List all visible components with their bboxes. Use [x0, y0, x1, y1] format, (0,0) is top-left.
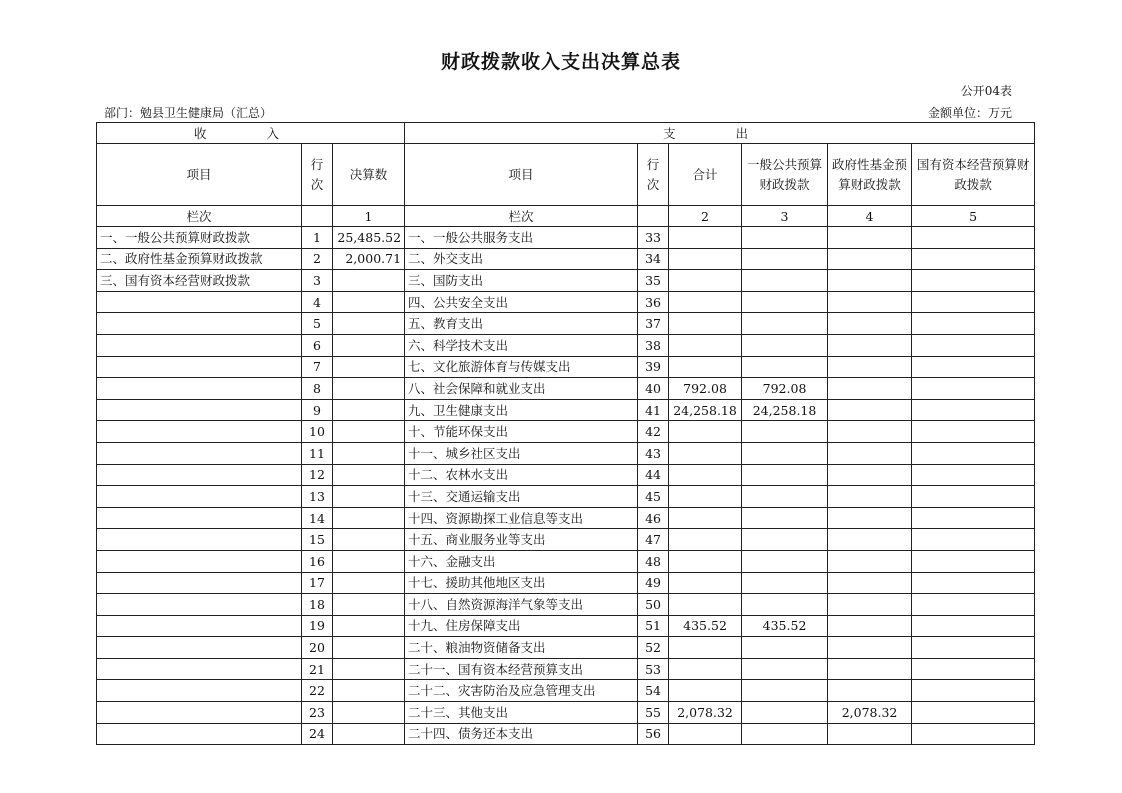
income-item-cell	[97, 723, 302, 745]
general-budget-cell	[742, 334, 828, 356]
expense-line-cell: 45	[638, 486, 669, 508]
income-line-cell: 20	[302, 637, 333, 659]
general-budget-cell	[742, 594, 828, 616]
header-item: 项目	[97, 144, 302, 206]
soe-cell	[912, 313, 1035, 335]
income-item-cell	[97, 572, 302, 594]
table-row	[97, 270, 1035, 292]
appropriation-table	[96, 122, 1035, 745]
soe-cell	[912, 399, 1035, 421]
income-line-cell: 12	[302, 464, 333, 486]
total-cell	[669, 248, 742, 270]
expense-line-cell: 36	[638, 291, 669, 313]
expense-item-cell: 四、公共安全支出	[405, 291, 638, 313]
soe-cell	[912, 291, 1035, 313]
income-amount-cell: 2,000.71	[333, 248, 405, 270]
income-amount-cell	[333, 702, 405, 724]
total-cell	[669, 270, 742, 292]
colno-empty	[302, 206, 333, 227]
income-line-cell: 23	[302, 702, 333, 724]
income-item-cell	[97, 421, 302, 443]
colno-empty	[638, 206, 669, 227]
expense-item-cell: 七、文化旅游体育与传媒支出	[405, 356, 638, 378]
table-number: 公开04表	[960, 84, 1012, 98]
table-row	[97, 658, 1035, 680]
expense-line-cell: 49	[638, 572, 669, 594]
expense-item-cell: 二、外交支出	[405, 248, 638, 270]
expense-line-cell: 39	[638, 356, 669, 378]
table-row	[97, 594, 1035, 616]
total-cell: 24,258.18	[669, 399, 742, 421]
header-general: 一般公共预算财政拨款	[742, 144, 828, 206]
general-budget-cell	[742, 421, 828, 443]
section-header-row	[97, 123, 1035, 144]
expense-line-cell: 42	[638, 421, 669, 443]
table-row	[97, 442, 1035, 464]
soe-cell	[912, 550, 1035, 572]
expense-line-cell: 38	[638, 334, 669, 356]
expense-line-cell: 56	[638, 723, 669, 745]
income-line-cell: 17	[302, 572, 333, 594]
income-line-cell: 1	[302, 227, 333, 249]
expense-item-cell: 五、教育支出	[405, 313, 638, 335]
income-amount-cell	[333, 658, 405, 680]
expense-item-cell: 十九、住房保障支出	[405, 615, 638, 637]
income-item-cell	[97, 702, 302, 724]
expense-section-header: 支 出	[405, 123, 1035, 144]
income-line-cell: 7	[302, 356, 333, 378]
income-amount-cell	[333, 291, 405, 313]
colno-3: 3	[742, 206, 828, 227]
table-row	[97, 507, 1035, 529]
income-item-cell: 一、一般公共预算财政拨款	[97, 227, 302, 249]
expense-line-cell: 50	[638, 594, 669, 616]
total-cell: 2,078.32	[669, 702, 742, 724]
income-amount-cell	[333, 399, 405, 421]
expense-line-cell: 46	[638, 507, 669, 529]
general-budget-cell	[742, 313, 828, 335]
total-cell	[669, 313, 742, 335]
general-budget-cell: 435.52	[742, 615, 828, 637]
income-item-cell	[97, 529, 302, 551]
expense-line-cell: 55	[638, 702, 669, 724]
income-item-cell	[97, 334, 302, 356]
income-item-cell: 三、国有资本经营财政拨款	[97, 270, 302, 292]
income-line-cell: 11	[302, 442, 333, 464]
general-budget-cell	[742, 723, 828, 745]
expense-line-cell: 35	[638, 270, 669, 292]
soe-cell	[912, 421, 1035, 443]
income-amount-cell	[333, 507, 405, 529]
income-amount-cell	[333, 334, 405, 356]
income-item-cell	[97, 464, 302, 486]
gov-fund-cell	[828, 572, 912, 594]
gov-fund-cell	[828, 464, 912, 486]
colno-4: 4	[828, 206, 912, 227]
header-line: 行次	[302, 144, 333, 206]
general-budget-cell	[742, 572, 828, 594]
total-cell	[669, 594, 742, 616]
table-row	[97, 291, 1035, 313]
total-cell	[669, 680, 742, 702]
gov-fund-cell	[828, 615, 912, 637]
expense-item-cell: 十七、援助其他地区支出	[405, 572, 638, 594]
total-cell	[669, 658, 742, 680]
soe-cell	[912, 637, 1035, 659]
expense-item-cell: 二十、粮油物资储备支出	[405, 637, 638, 659]
expense-item-cell: 十、节能环保支出	[405, 421, 638, 443]
expense-line-cell: 40	[638, 378, 669, 400]
colno-label-left: 栏次	[97, 206, 302, 227]
income-amount-cell	[333, 421, 405, 443]
income-line-cell: 9	[302, 399, 333, 421]
income-line-cell: 10	[302, 421, 333, 443]
income-line-cell: 13	[302, 486, 333, 508]
colno-1: 1	[333, 206, 405, 227]
income-item-cell	[97, 399, 302, 421]
income-line-cell: 22	[302, 680, 333, 702]
table-row	[97, 615, 1035, 637]
table-row	[97, 378, 1035, 400]
general-budget-cell	[742, 702, 828, 724]
income-amount-cell	[333, 464, 405, 486]
colno-2: 2	[669, 206, 742, 227]
income-item-cell	[97, 442, 302, 464]
expense-line-cell: 43	[638, 442, 669, 464]
soe-cell	[912, 270, 1035, 292]
column-header-row	[97, 144, 1035, 206]
total-cell	[669, 291, 742, 313]
income-line-cell: 24	[302, 723, 333, 745]
expense-item-cell: 六、科学技术支出	[405, 334, 638, 356]
total-cell	[669, 334, 742, 356]
expense-item-cell: 九、卫生健康支出	[405, 399, 638, 421]
expense-line-cell: 53	[638, 658, 669, 680]
general-budget-cell	[742, 486, 828, 508]
total-cell	[669, 572, 742, 594]
expense-item-cell: 十三、交通运输支出	[405, 486, 638, 508]
income-amount-cell	[333, 313, 405, 335]
general-budget-cell	[742, 680, 828, 702]
header-soe: 国有资本经营预算财政拨款	[912, 144, 1035, 206]
expense-line-cell: 48	[638, 550, 669, 572]
soe-cell	[912, 442, 1035, 464]
income-item-cell	[97, 658, 302, 680]
income-amount-cell	[333, 442, 405, 464]
income-line-cell: 14	[302, 507, 333, 529]
soe-cell	[912, 507, 1035, 529]
total-cell	[669, 421, 742, 443]
gov-fund-cell	[828, 658, 912, 680]
gov-fund-cell	[828, 291, 912, 313]
income-line-cell: 4	[302, 291, 333, 313]
income-amount-cell	[333, 270, 405, 292]
income-line-cell: 6	[302, 334, 333, 356]
income-item-cell	[97, 486, 302, 508]
soe-cell	[912, 615, 1035, 637]
income-item-cell: 二、政府性基金预算财政拨款	[97, 248, 302, 270]
general-budget-cell	[742, 270, 828, 292]
income-line-cell: 19	[302, 615, 333, 637]
general-budget-cell: 792.08	[742, 378, 828, 400]
table-row	[97, 399, 1035, 421]
general-budget-cell	[742, 464, 828, 486]
gov-fund-cell	[828, 378, 912, 400]
table-row	[97, 486, 1035, 508]
soe-cell	[912, 378, 1035, 400]
income-item-cell	[97, 615, 302, 637]
table-row	[97, 313, 1035, 335]
gov-fund-cell	[828, 227, 912, 249]
expense-item-cell: 二十三、其他支出	[405, 702, 638, 724]
income-amount-cell	[333, 572, 405, 594]
expense-item-cell: 一、一般公共服务支出	[405, 227, 638, 249]
table-row	[97, 227, 1035, 249]
table-row	[97, 702, 1035, 724]
total-cell: 792.08	[669, 378, 742, 400]
gov-fund-cell	[828, 313, 912, 335]
income-line-cell: 16	[302, 550, 333, 572]
general-budget-cell	[742, 227, 828, 249]
table-row	[97, 529, 1035, 551]
column-number-row	[97, 206, 1035, 227]
income-amount-cell	[333, 529, 405, 551]
header-gov-fund: 政府性基金预算财政拨款	[828, 144, 912, 206]
income-item-cell	[97, 594, 302, 616]
table-row	[97, 421, 1035, 443]
expense-item-cell: 三、国防支出	[405, 270, 638, 292]
expense-line-cell: 51	[638, 615, 669, 637]
general-budget-cell	[742, 637, 828, 659]
expense-line-cell: 47	[638, 529, 669, 551]
general-budget-cell	[742, 550, 828, 572]
general-budget-cell	[742, 442, 828, 464]
gov-fund-cell	[828, 356, 912, 378]
gov-fund-cell	[828, 486, 912, 508]
general-budget-cell	[742, 658, 828, 680]
income-item-cell	[97, 291, 302, 313]
soe-cell	[912, 356, 1035, 378]
income-line-cell: 3	[302, 270, 333, 292]
total-cell	[669, 442, 742, 464]
header-line2: 行次	[638, 144, 669, 206]
soe-cell	[912, 248, 1035, 270]
income-line-cell: 21	[302, 658, 333, 680]
table-row	[97, 637, 1035, 659]
expense-line-cell: 54	[638, 680, 669, 702]
gov-fund-cell	[828, 637, 912, 659]
header-final-amount: 决算数	[333, 144, 405, 206]
income-amount-cell	[333, 356, 405, 378]
income-line-cell: 5	[302, 313, 333, 335]
expense-line-cell: 37	[638, 313, 669, 335]
soe-cell	[912, 594, 1035, 616]
general-budget-cell	[742, 507, 828, 529]
income-item-cell	[97, 378, 302, 400]
header-total: 合计	[669, 144, 742, 206]
income-amount-cell	[333, 723, 405, 745]
income-item-cell	[97, 313, 302, 335]
soe-cell	[912, 680, 1035, 702]
income-item-cell	[97, 356, 302, 378]
expense-item-cell: 十一、城乡社区支出	[405, 442, 638, 464]
total-cell	[669, 507, 742, 529]
expense-line-cell: 34	[638, 248, 669, 270]
gov-fund-cell	[828, 442, 912, 464]
gov-fund-cell	[828, 723, 912, 745]
expense-item-cell: 十八、自然资源海洋气象等支出	[405, 594, 638, 616]
expense-line-cell: 44	[638, 464, 669, 486]
total-cell	[669, 637, 742, 659]
gov-fund-cell	[828, 421, 912, 443]
soe-cell	[912, 227, 1035, 249]
income-amount-cell: 25,485.52	[333, 227, 405, 249]
total-cell	[669, 356, 742, 378]
gov-fund-cell: 2,078.32	[828, 702, 912, 724]
expense-item-cell: 二十二、灾害防治及应急管理支出	[405, 680, 638, 702]
table-row	[97, 680, 1035, 702]
soe-cell	[912, 464, 1035, 486]
soe-cell	[912, 572, 1035, 594]
income-item-cell	[97, 637, 302, 659]
general-budget-cell	[742, 529, 828, 551]
table-row	[97, 723, 1035, 745]
colno-5: 5	[912, 206, 1035, 227]
soe-cell	[912, 334, 1035, 356]
gov-fund-cell	[828, 399, 912, 421]
income-amount-cell	[333, 594, 405, 616]
income-section-header: 收 入	[97, 123, 405, 144]
general-budget-cell	[742, 291, 828, 313]
income-item-cell	[97, 507, 302, 529]
income-amount-cell	[333, 378, 405, 400]
gov-fund-cell	[828, 529, 912, 551]
expense-item-cell: 十五、商业服务业等支出	[405, 529, 638, 551]
gov-fund-cell	[828, 680, 912, 702]
table-row	[97, 356, 1035, 378]
expense-line-cell: 33	[638, 227, 669, 249]
soe-cell	[912, 658, 1035, 680]
page-title: 财政拨款收入支出决算总表	[440, 51, 681, 73]
expense-item-cell: 二十一、国有资本经营预算支出	[405, 658, 638, 680]
income-item-cell	[97, 550, 302, 572]
income-amount-cell	[333, 637, 405, 659]
unit-label: 金额单位：万元	[927, 106, 1012, 120]
gov-fund-cell	[828, 550, 912, 572]
income-amount-cell	[333, 486, 405, 508]
soe-cell	[912, 486, 1035, 508]
table-row	[97, 572, 1035, 594]
total-cell: 435.52	[669, 615, 742, 637]
income-line-cell: 8	[302, 378, 333, 400]
total-cell	[669, 550, 742, 572]
gov-fund-cell	[828, 248, 912, 270]
gov-fund-cell	[828, 507, 912, 529]
income-amount-cell	[333, 550, 405, 572]
table-row	[97, 550, 1035, 572]
table-row	[97, 248, 1035, 270]
gov-fund-cell	[828, 594, 912, 616]
expense-item-cell: 十六、金融支出	[405, 550, 638, 572]
soe-cell	[912, 702, 1035, 724]
total-cell	[669, 723, 742, 745]
income-amount-cell	[333, 680, 405, 702]
expense-item-cell: 十四、资源勘探工业信息等支出	[405, 507, 638, 529]
income-item-cell	[97, 680, 302, 702]
income-line-cell: 18	[302, 594, 333, 616]
table-row	[97, 334, 1035, 356]
gov-fund-cell	[828, 334, 912, 356]
total-cell	[669, 529, 742, 551]
total-cell	[669, 464, 742, 486]
income-amount-cell	[333, 615, 405, 637]
department-label: 部门：勉县卫生健康局（汇总）	[104, 106, 273, 120]
expense-line-cell: 41	[638, 399, 669, 421]
total-cell	[669, 486, 742, 508]
gov-fund-cell	[828, 270, 912, 292]
soe-cell	[912, 723, 1035, 745]
total-cell	[669, 227, 742, 249]
soe-cell	[912, 529, 1035, 551]
expense-item-cell: 十二、农林水支出	[405, 464, 638, 486]
general-budget-cell: 24,258.18	[742, 399, 828, 421]
header-item2: 项目	[405, 144, 638, 206]
table-row	[97, 464, 1035, 486]
general-budget-cell	[742, 248, 828, 270]
general-budget-cell	[742, 356, 828, 378]
expense-line-cell: 52	[638, 637, 669, 659]
expense-item-cell: 二十四、债务还本支出	[405, 723, 638, 745]
income-line-cell: 2	[302, 248, 333, 270]
expense-item-cell: 八、社会保障和就业支出	[405, 378, 638, 400]
colno-label-right: 栏次	[405, 206, 638, 227]
income-line-cell: 15	[302, 529, 333, 551]
